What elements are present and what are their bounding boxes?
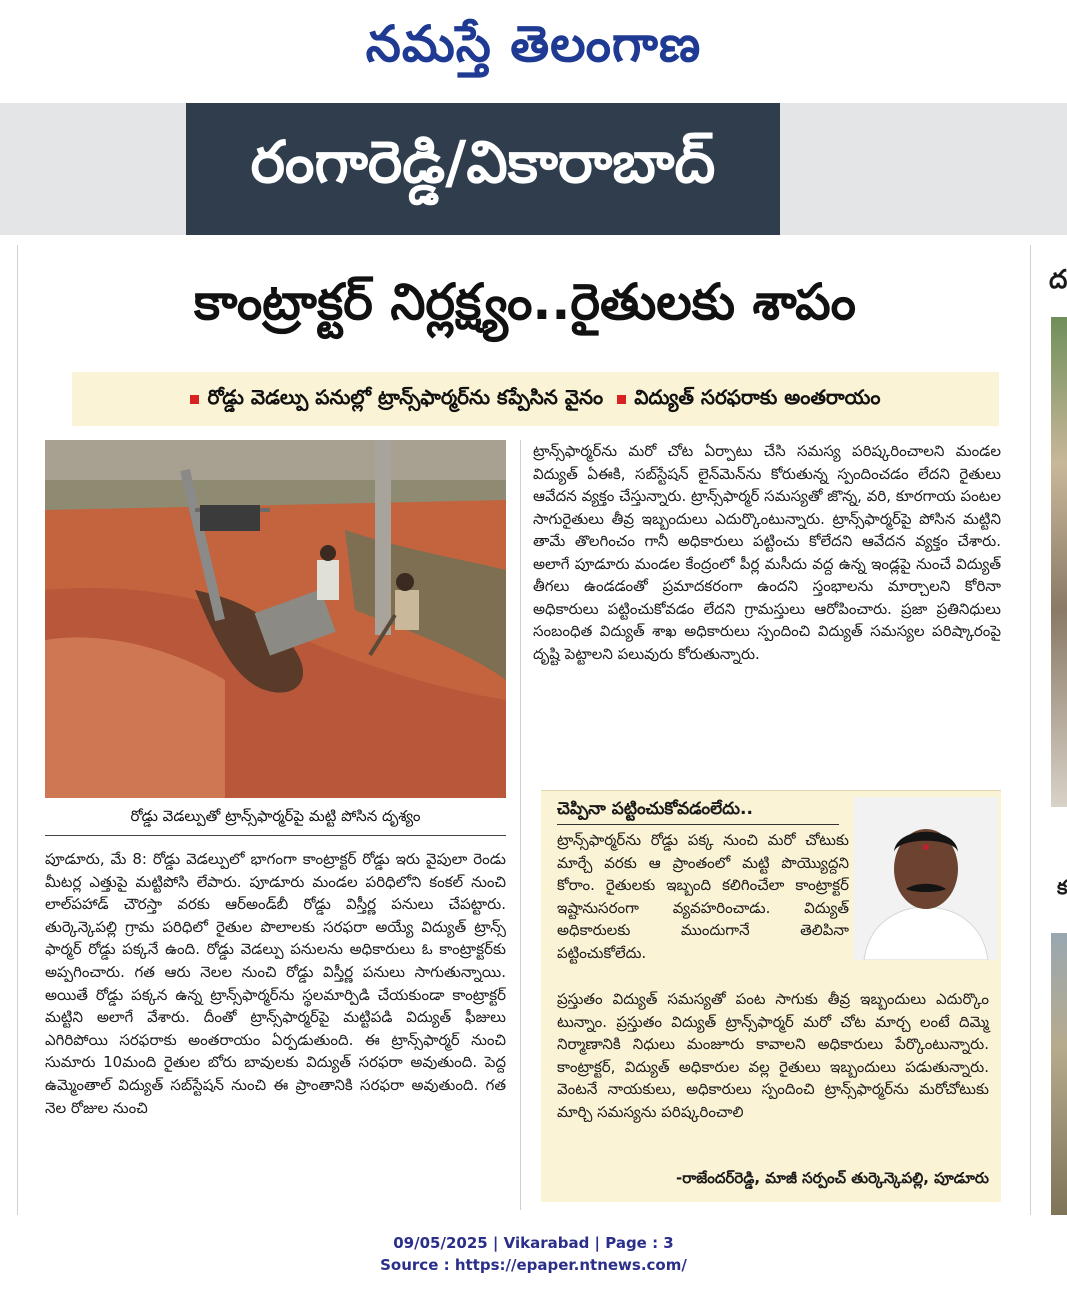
kicker-text: విద్యుత్ సరఫరాకు అంతరాయం (634, 384, 881, 409)
adjacent-headline-fragment: ద (1049, 265, 1067, 295)
newspaper-masthead (0, 0, 1067, 100)
quote-title: చెప్పినా పట్టించుకోవడంలేదు.. (557, 799, 753, 819)
article-body-right-column (533, 440, 1001, 665)
section-title: రంగారెడ్డి/వికారాబాద్ (250, 127, 716, 196)
quote-sidebar (541, 790, 1001, 1202)
adjacent-photo-2 (1051, 933, 1067, 1215)
section-title-box (186, 103, 780, 235)
article-headline (30, 263, 1020, 353)
transformer-photo-illustration (45, 440, 506, 798)
portrait-illustration (854, 797, 998, 960)
adjacent-article-strip (1030, 245, 1067, 1215)
red-bullet-icon (617, 395, 626, 404)
red-bullet-icon (190, 395, 199, 404)
adjacent-photo (1051, 317, 1067, 807)
kicker-text: రోడ్డు వెడల్పు పనుల్లో ట్రాన్స్‌ఫార్మర్‌ను కప్పేసిన వైనం (207, 384, 604, 409)
quote-text-upper: ట్రాన్స్‌ఫార్మర్‌ను రోడ్డు పక్క నుంచి మరో చోటుకు మార్చే వరకు ఆ ప్రాంతంలో మట్టి పొయ్యొద్దని కోరాం. రైతులకు ఇబ్బంది కలిగించేలా కాంట్రాక్టర్ ఇష్టానుసరంగా వ్యవహరించాడు. విద్యుత్ అధికారులకు ముందుగానే తెలిపినా పట్టించుకోలేదు. (557, 831, 849, 962)
article-kicker-bar (72, 372, 999, 426)
kicker-item (190, 385, 603, 414)
left-page-edge (0, 245, 18, 1215)
column-divider (520, 440, 521, 1210)
article-paragraph: ట్రాన్స్‌ఫార్మర్‌ను మరో చోట ఏర్పాటు చేసి సమస్య పరిష్కరించాలని మండల విద్యుత్ ఏఈకి, సబ్‌స్టేషన్ లైన్‌మెన్‌ను కోరుతున్న స్పందించడం లేదని రైతులు ఆవేదన వ్యక్తం చేస్తున్నారు. ట్రాన్స్‌ఫార్మర్ సమస్యతో జొన్న, వరి, కూరగాయ పంటల సాగురైతులు తీవ్ర ఇబ్బందులు ఎదుర్కొంటున్నారు. ట్రాన్స్‌ఫార్మర్‌పై పోసిన మట్టిని తామే తొలగించం గానీ అధికారులు పట్టించు కోలేదని ఆవేదన వ్యక్తం చేశారు. అలాగే పూడూరు మండల కేంద్రంలో పీర్ల మసీదు వద్ద ఉన్న ఇండ్లపై నుంచే విద్యుత్ తీగలు ఉండడంతో ప్రమాదకరంగా ఉందని స్తంభాలను మార్చాలని కోరినా అధికారులు పట్టించుకోవడం లేదని గ్రామస్తులు ఆరోపించారు. ప్రజా ప్రతినిధులు సంబంధిత విద్యుత్ శాఖ అధికారులు స్పందించి విద్యుత్ సమస్యల పరిష్కారంపై దృష్టి పెట్టాలని పలువురు కోరుతున్నారు. (533, 442, 1001, 663)
article-body-left-column (45, 848, 506, 1119)
page-footer (0, 1232, 1067, 1276)
kicker-item (617, 385, 880, 414)
quote-attribution: -రాజేందర్‌రెడ్డి, మాజీ సర్పంచ్ తుర్కెన్కెపల్లి, పూడూరు (676, 1169, 989, 1187)
photo-caption: రోడ్డు వెడల్పుతో ట్రాన్స్‌ఫార్మర్‌పై మట్టి పోసిన దృశ్యం (45, 800, 506, 836)
footer-source: Source : https://epaper.ntnews.com/ (380, 1256, 687, 1274)
footer-date-page: 09/05/2025 | Vikarabad | Page : 3 (393, 1234, 674, 1252)
article-paragraph: పూడూరు, మే 8: రోడ్డు వెడల్పులో భాగంగా కాంట్రాక్టర్ రోడ్డు ఇరు వైపులా రెండు మీటర్ల ఎత్తుపై మట్టిపోసి లేపారు. పూడూరు మండల పరిధిలోని కంకల్ నుంచి లాల్‌పహాడ్ చౌరస్తా వరకు ఆర్అండ్‌బీ రోడ్డు విస్తీర్ణ పనులు చేపట్టారు. తుర్కెన్కెపల్లి గ్రామ పరిధిలో రైతుల పొలాలకు సరఫరా అయ్యే విద్యుత్ ట్రాన్స్ ఫార్మర్ రోడ్డు పక్కనే ఉంది. రోడ్డు వెడల్పు పనులను అధికారులు ఓ కాంట్రాక్టర్‌కు అప్పగించారు. గత ఆరు నెలల నుంచి రోడ్డు విస్తీర్ణ పనులు సాగుతున్నాయి. అయితే రోడ్డు పక్కన ఉన్న ట్రాన్స్‌ఫార్మర్‌ను స్థలమార్పిడి చేయకుండా కాంట్రాక్టర్ మట్టిని అలాగే వేశారు. దీంతో ట్రాన్స్‌ఫార్మర్‌పై మట్టిపడి విద్యుత్ ఫీజులు ఎగిరిపోయి సరఫరాకు అంతరాయం ఏర్పడుతుంది. ఈ ట్రాన్స్‌ఫార్మర్ నుంచి సుమారు 10మంది రైతుల బోరు బావులకు విద్యుత్ సరఫరా అవుతుంది. పెద్ద ఉమ్మెంతాల్ విద్యుత్ సబ్‌స్టేషన్ నుంచి ఈ ప్రాంతానికి సరఫరా అవుతుంది. గత నెల రోజుల నుంచి (45, 850, 506, 1117)
quote-text-lower: ప్రస్తుతం విద్యుత్ సమస్యతో పంట సాగుకు తీవ్ర ఇబ్బందులు ఎదుర్కొం టున్నాం. ప్రస్తుతం విద్యుత్ ట్రాన్స్‌ఫార్మర్ మరో చోట మార్చ లంటే దిమ్మె నిర్మాణానికి నిధులు మంజూరు కావాలని అధికారులు పేర్కొంటున్నారు. కాంట్రాక్టర్, విద్యుత్ అధికారుల వల్ల రైతులు ఇబ్బందులు పడుతున్నారు. వెంటనే నాయకులు, అధికారులు స్పందించి ట్రాన్స్‌ఫార్మర్‌ను మరోచోటుకు మార్చి సమస్యను పరిష్కరించాలి (557, 990, 989, 1121)
masthead-logo: నమస్తే తెలంగాణ (365, 14, 702, 73)
adjacent-subhead-fragment: క (1057, 875, 1067, 899)
headline-text: కాంట్రాక్టర్ నిర్లక్ష్యం..రైతులకు శాపం (194, 272, 856, 331)
speaker-portrait (854, 797, 998, 960)
article-photo (45, 440, 506, 798)
quote-title-underline (557, 824, 839, 825)
